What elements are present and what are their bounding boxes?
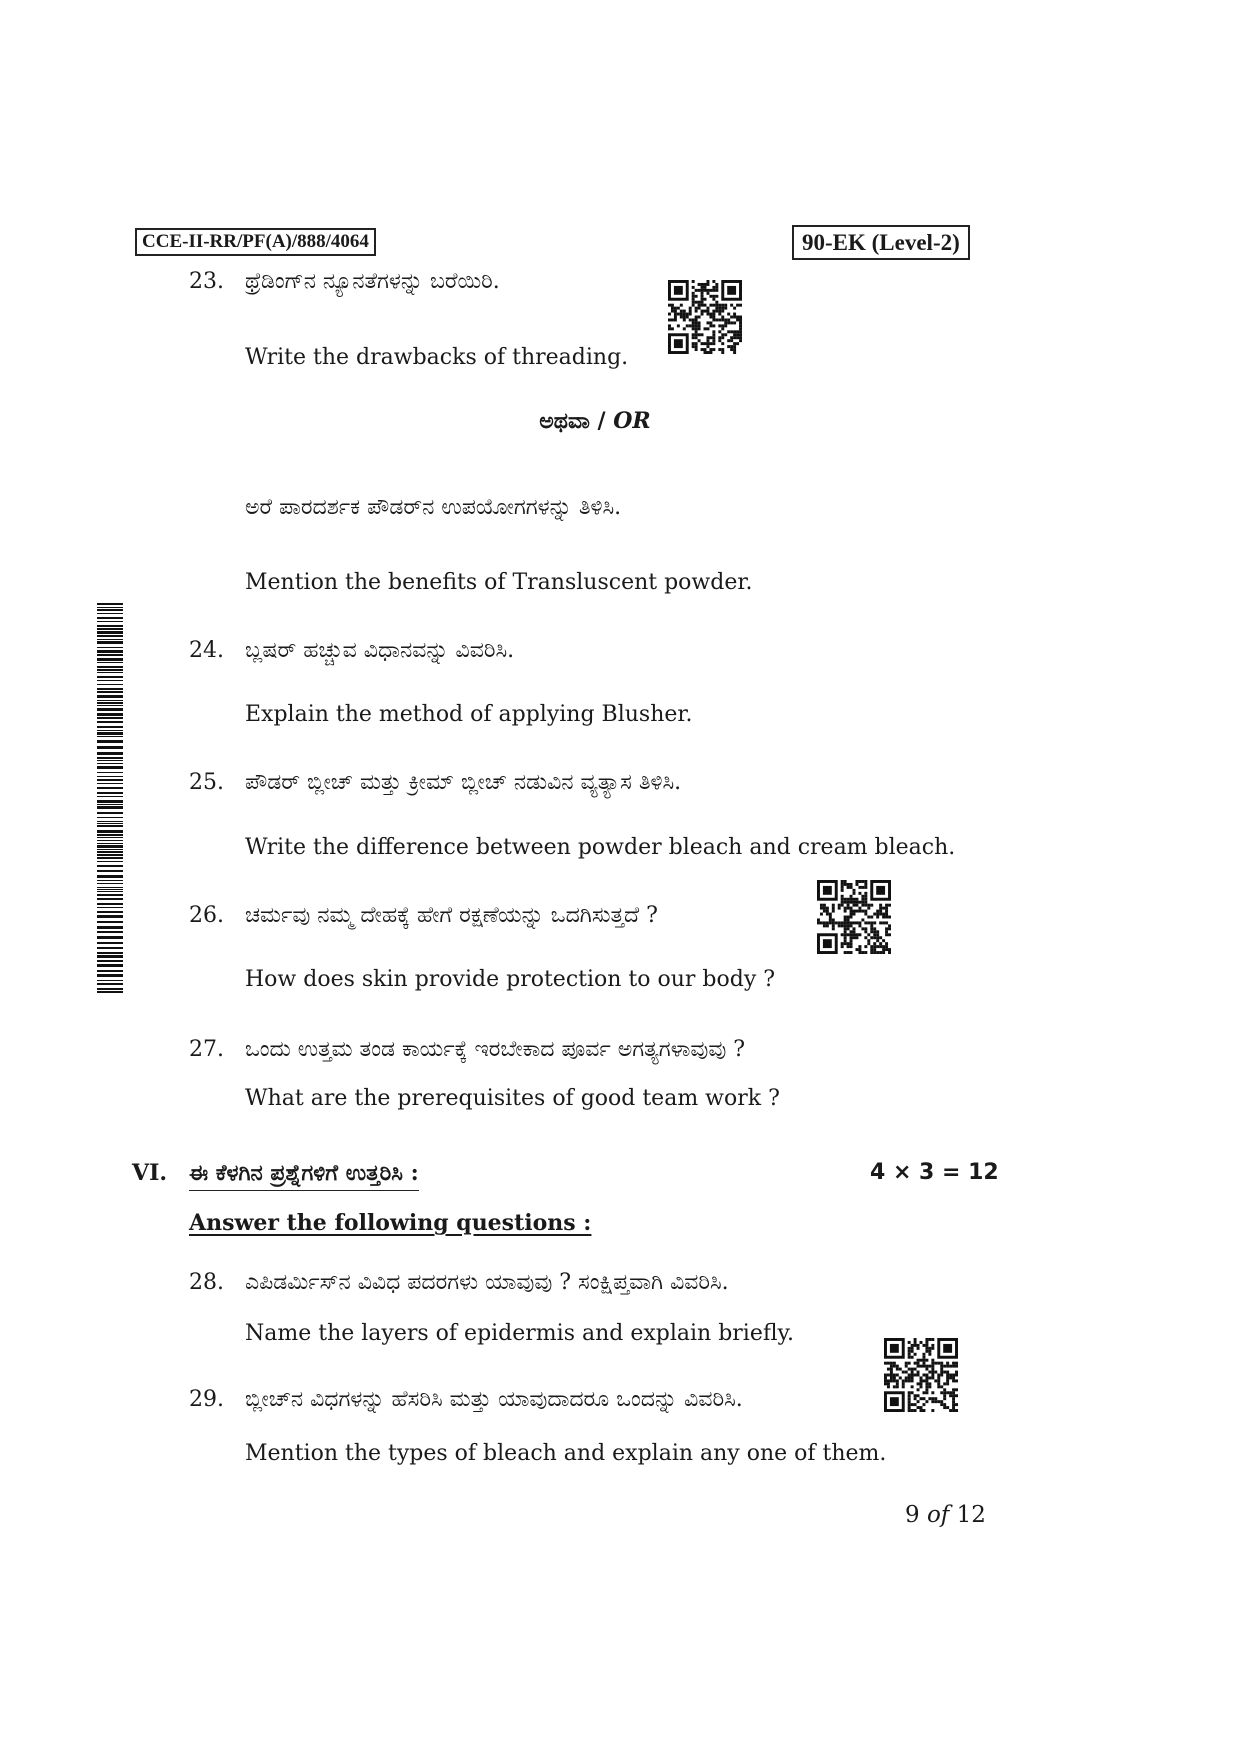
question-number: 29. (189, 1387, 224, 1412)
question-kannada: ಎಪಿಡರ್ಮಿಸ್‌ನ ವಿವಿಧ ಪದರಗಳು ಯಾವುವು ? ಸಂಕ್ಷಿಪ್ತವಾಗಿ ವಿವರಿಸಿ. (245, 1270, 729, 1295)
question-kannada: ಥ್ರೆಡಿಂಗ್‌ನ ನ್ಯೂನತೆಗಳನ್ನು ಬರೆಯಿರಿ. (245, 269, 500, 294)
section-title-kannada: ಈ ಕೆಳಗಿನ ಪ್ರಶ್ನೆಗಳಿಗೆ ಉತ್ತರಿಸಿ : (189, 1160, 419, 1191)
question-english: Mention the benefits of Transluscent powder. (245, 570, 753, 595)
question-number: 24. (189, 638, 224, 663)
paper-code: CCE-II-RR/PF(A)/888/4064 (135, 228, 376, 256)
question-kannada: ಬ್ಲಷರ್ ಹಚ್ಚುವ ವಿಧಾನವನ್ನು ವಿವರಿಸಿ. (245, 638, 515, 663)
question-english: How does skin provide protection to our body ? (245, 967, 776, 992)
section-title-english: Answer the following questions : (189, 1210, 592, 1236)
qr-code-icon (668, 280, 742, 354)
page-total: 12 (956, 1502, 986, 1528)
page-number (905, 1502, 986, 1528)
or-kannada: ಅಥವಾ (539, 408, 590, 434)
qr-code-icon (817, 880, 891, 954)
or-english: OR (613, 408, 651, 434)
question-number: 25. (189, 770, 224, 795)
question-kannada: ಪೌಡರ್ ಬ್ಲೀಚ್ ಮತ್ತು ಕ್ರೀಮ್ ಬ್ಲೀಚ್ ನಡುವಿನ ವ್ಯತ್ಯಾಸ ತಿಳಿಸಿ. (245, 770, 682, 795)
or-separator: / (589, 408, 614, 434)
paper-level: 90-EK (Level-2) (792, 225, 970, 260)
question-kannada: ಒಂದು ಉತ್ತಮ ತಂಡ ಕಾರ್ಯಕ್ಕೆ ಇರಬೇಕಾದ ಪೂರ್ವ ಅಗತ್ಯಗಳಾವುವು ? (245, 1037, 746, 1062)
question-english: Name the layers of epidermis and explain briefly. (245, 1321, 795, 1346)
question-number: 23. (189, 269, 224, 294)
question-kannada: ಬ್ಲೀಚ್‌ನ ವಿಧಗಳನ್ನು ಹೆಸರಿಸಿ ಮತ್ತು ಯಾವುದಾದರೂ ಒಂದನ್ನು ವಿವರಿಸಿ. (245, 1387, 743, 1412)
question-english: Explain the method of applying Blusher. (245, 702, 693, 727)
question-kannada: ಅರೆ ಪಾರದರ್ಶಕ ಪೌಡರ್‌ನ ಉಪಯೋಗಗಳನ್ನು ತಿಳಿಸಿ. (245, 495, 622, 520)
question-number: 28. (189, 1270, 224, 1295)
question-english: Write the difference between powder bleach and cream bleach. (245, 835, 956, 860)
page-current: 9 (905, 1502, 920, 1528)
question-english: Mention the types of bleach and explain any one of them. (245, 1441, 887, 1466)
question-number: 26. (189, 903, 224, 928)
question-english: What are the prerequisites of good team work ? (245, 1086, 780, 1111)
section-number: VI. (132, 1160, 168, 1186)
section-marks: 4 × 3 = 12 (870, 1160, 999, 1185)
question-english: Write the drawbacks of threading. (245, 345, 629, 370)
qr-code-icon (884, 1338, 958, 1412)
question-kannada: ಚರ್ಮವು ನಮ್ಮ ದೇಹಕ್ಕೆ ಹೇಗೆ ರಕ್ಷಣೆಯನ್ನು ಒದಗಿಸುತ್ತದೆ ? (245, 903, 658, 928)
barcode-icon (97, 603, 123, 993)
or-divider (0, 408, 1190, 434)
question-number: 27. (189, 1037, 224, 1062)
page-of: of (926, 1502, 950, 1528)
